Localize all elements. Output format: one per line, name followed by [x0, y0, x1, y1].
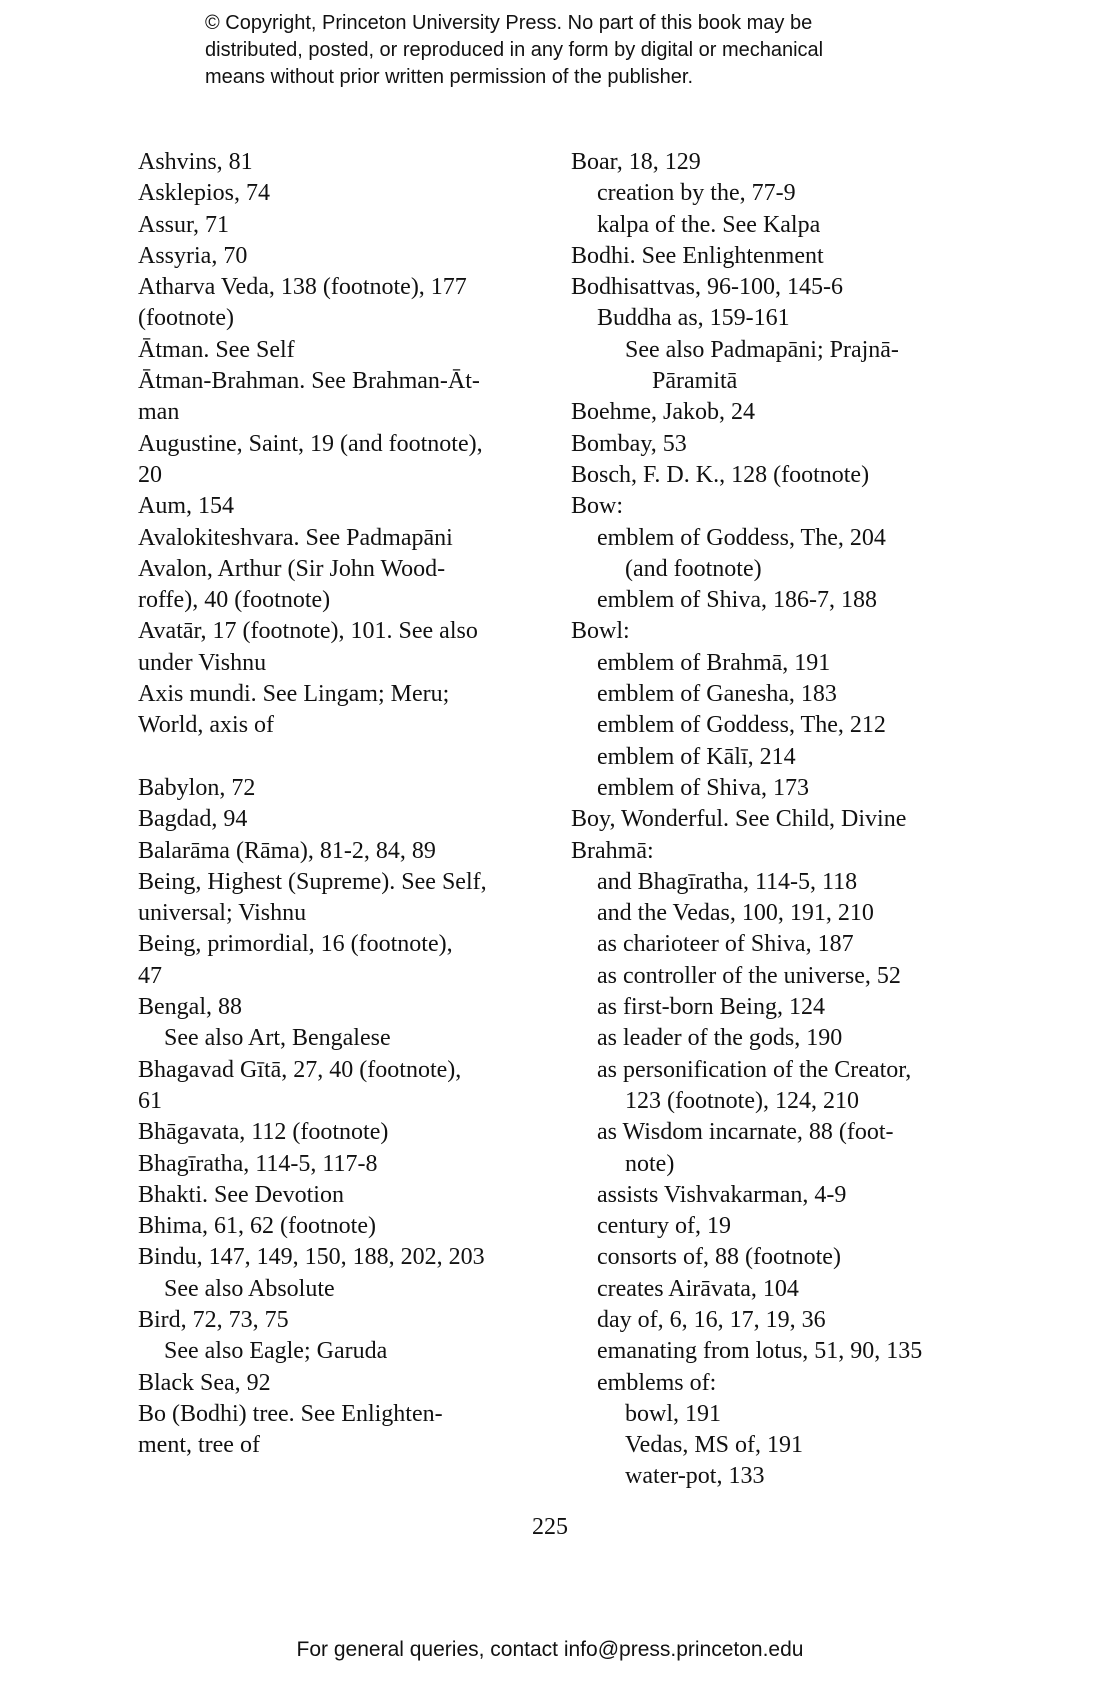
- index-entry: 20: [138, 461, 162, 488]
- index-entry: Axis mundi. See Lingam; Meru;: [138, 681, 450, 708]
- index-entry: Boar, 18, 129: [571, 149, 701, 175]
- index-subentry: kalpa of the. See Kalpa: [597, 211, 821, 238]
- index-entry: World, axis of: [138, 712, 275, 739]
- index-entry: roffe), 40 (footnote): [138, 587, 331, 614]
- index-entry: Avalon, Arthur (Sir John Wood-: [138, 555, 446, 582]
- index-subentry: Pāramitā: [652, 368, 738, 395]
- index-subentry: Vedas, MS of, 191: [625, 1432, 803, 1459]
- index-entry: Bindu, 147, 149, 150, 188, 202, 203: [138, 1244, 485, 1271]
- index-entry: Being, primordial, 16 (footnote),: [138, 931, 453, 958]
- index-entry: Bowl:: [571, 618, 630, 645]
- footer-contact: For general queries, contact info@press.princeton.edu: [296, 1638, 804, 1661]
- index-subentry: emanating from lotus, 51, 90, 135: [597, 1338, 923, 1365]
- index-subentry: See also Art, Bengalese: [164, 1025, 391, 1052]
- index-subentry: Buddha as, 159-161: [597, 305, 790, 332]
- index-entry: Black Sea, 92: [138, 1369, 271, 1396]
- index-entry: Aum, 154: [138, 493, 234, 520]
- index-entry: Asklepios, 74: [138, 180, 270, 207]
- index-entry: Bosch, F. D. K., 128 (footnote): [571, 461, 870, 488]
- index-subentry: See also Padmapāni; Prajnā-: [625, 336, 899, 363]
- index-subentry: emblem of Kālī, 214: [597, 743, 796, 770]
- index-entry: universal; Vishnu: [138, 900, 307, 927]
- index-entry: Avalokiteshvara. See Padmapāni: [138, 524, 453, 551]
- index-entry: Balarāma (Rāma), 81-2, 84, 89: [138, 837, 436, 864]
- index-entry: Bhagīratha, 114-5, 117-8: [138, 1150, 378, 1177]
- index-entry: Bodhi. See Enlightenment: [571, 242, 824, 269]
- page-number: 225: [532, 1514, 568, 1540]
- index-right-column: [571, 147, 991, 1493]
- index-entry: Assyria, 70: [138, 242, 248, 269]
- index-subentry: creation by the, 77-9: [597, 180, 796, 207]
- index-subentry: century of, 19: [597, 1213, 731, 1240]
- copyright-line: means without prior written permission of the publisher.: [205, 66, 694, 88]
- index-entry: Bhima, 61, 62 (footnote): [138, 1213, 376, 1240]
- index-subentry: as personification of the Creator,: [597, 1056, 912, 1083]
- index-left-column: [138, 147, 548, 1461]
- index-subentry: emblem of Goddess, The, 212: [597, 712, 886, 739]
- index-subentry: emblems of:: [597, 1369, 717, 1396]
- index-entry: Avatār, 17 (footnote), 101. See also: [138, 618, 478, 645]
- index-entry: Bagdad, 94: [138, 806, 248, 833]
- index-subentry: bowl, 191: [625, 1400, 721, 1427]
- index-entry: Being, Highest (Supreme). See Self,: [138, 868, 487, 895]
- index-entry: Ātman-Brahman. See Brahman-Āt-: [138, 368, 480, 395]
- index-subentry: and the Vedas, 100, 191, 210: [597, 900, 874, 927]
- index-entry: Bow:: [571, 493, 624, 520]
- index-subentry: as charioteer of Shiva, 187: [597, 931, 854, 958]
- index-subentry: (and footnote): [625, 555, 762, 582]
- index-entry: Bird, 72, 73, 75: [138, 1306, 289, 1333]
- index-spacer: [138, 742, 548, 773]
- index-entry: under Vishnu: [138, 649, 267, 676]
- index-subentry: creates Airāvata, 104: [597, 1275, 799, 1302]
- index-entry: Bo (Bodhi) tree. See Enlighten-: [138, 1400, 443, 1427]
- index-entry: (footnote): [138, 305, 234, 332]
- index-entry: Ātman. See Self: [138, 336, 295, 363]
- index-entry: Boehme, Jakob, 24: [571, 399, 755, 426]
- copyright-line: distributed, posted, or reproduced in any form by digital or mechanical: [205, 39, 824, 61]
- copyright-line: © Copyright, Princeton University Press. No part of this book may be: [205, 12, 813, 34]
- index-subentry: emblem of Shiva, 186-7, 188: [597, 587, 877, 614]
- index-entry: Ashvins, 81: [138, 149, 253, 175]
- index-entry: Boy, Wonderful. See Child, Divine: [571, 806, 907, 833]
- index-entry: Bombay, 53: [571, 430, 687, 457]
- index-subentry: and Bhagīratha, 114-5, 118: [597, 868, 858, 895]
- index-entry: 47: [138, 962, 162, 989]
- index-subentry: water-pot, 133: [625, 1463, 765, 1490]
- index-subentry: as first-born Being, 124: [597, 994, 825, 1021]
- index-subentry: emblem of Shiva, 173: [597, 774, 809, 801]
- index-entry: 61: [138, 1087, 162, 1114]
- index-entry: Babylon, 72: [138, 774, 256, 801]
- index-entry: Bodhisattvas, 96-100, 145-6: [571, 274, 843, 301]
- index-subentry: emblem of Goddess, The, 204: [597, 524, 886, 551]
- index-entry: Augustine, Saint, 19 (and footnote),: [138, 430, 483, 457]
- index-entry: ment, tree of: [138, 1432, 260, 1459]
- index-entry: Bhagavad Gītā, 27, 40 (footnote),: [138, 1056, 462, 1083]
- index-subentry: day of, 6, 16, 17, 19, 36: [597, 1306, 826, 1333]
- index-entry: Bengal, 88: [138, 994, 242, 1021]
- index-subentry: as controller of the universe, 52: [597, 962, 901, 989]
- index-entry: Brahmā:: [571, 837, 654, 864]
- index-entry: Assur, 71: [138, 211, 230, 238]
- index-entry: Bhāgavata, 112 (footnote): [138, 1119, 389, 1146]
- index-entry: Bhakti. See Devotion: [138, 1181, 344, 1208]
- index-entry: Atharva Veda, 138 (footnote), 177: [138, 274, 467, 301]
- index-subentry: as Wisdom incarnate, 88 (foot-: [597, 1119, 894, 1146]
- index-subentry: assists Vishvakarman, 4-9: [597, 1181, 847, 1208]
- index-subentry: See also Absolute: [164, 1275, 335, 1302]
- index-subentry: emblem of Ganesha, 183: [597, 681, 837, 708]
- index-subentry: See also Eagle; Garuda: [164, 1338, 388, 1365]
- index-entry: man: [138, 399, 180, 426]
- index-subentry: 123 (footnote), 124, 210: [625, 1087, 859, 1114]
- index-subentry: note): [625, 1150, 675, 1177]
- index-subentry: emblem of Brahmā, 191: [597, 649, 831, 676]
- copyright-notice: [205, 10, 925, 91]
- index-subentry: consorts of, 88 (footnote): [597, 1244, 841, 1271]
- index-subentry: as leader of the gods, 190: [597, 1025, 843, 1052]
